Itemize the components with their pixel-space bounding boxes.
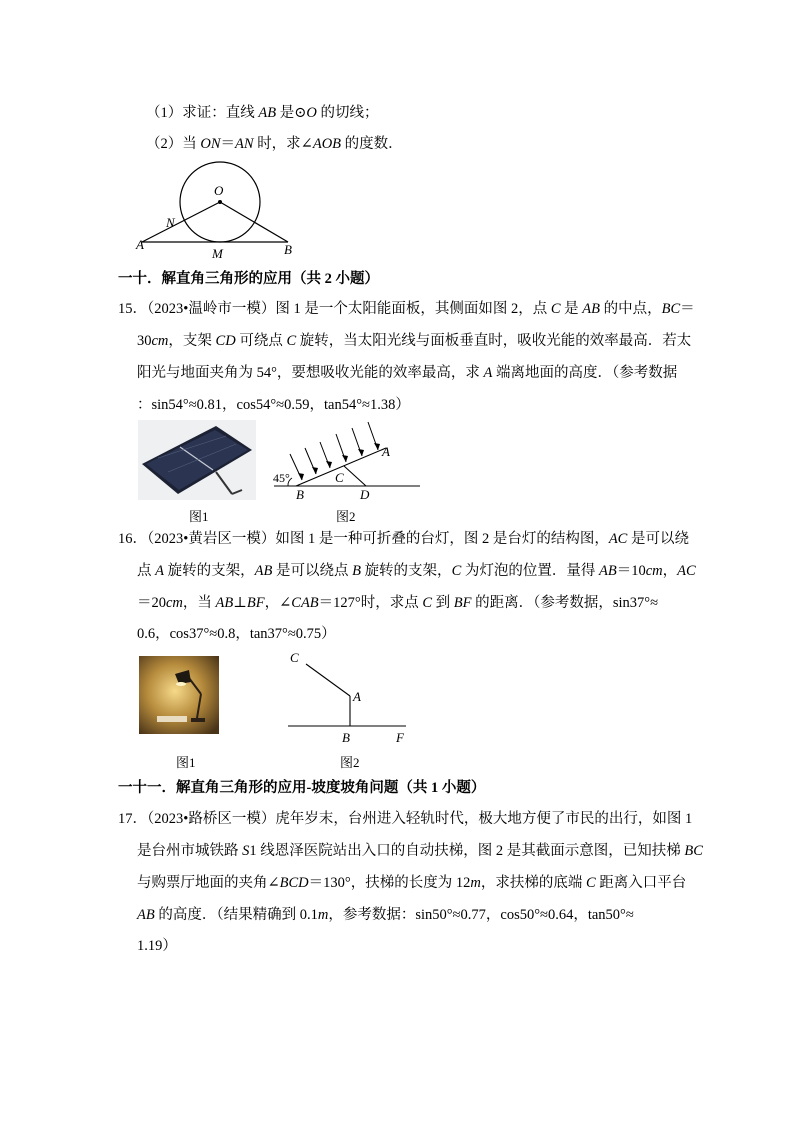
- q15-line4: ：sin54°≈0.81，cos54°≈0.59，tan54°≈1.38）: [137, 397, 410, 413]
- text: ，∠: [264, 595, 292, 611]
- text: 旋转的支架，: [360, 563, 452, 579]
- q16-line2: [137, 562, 696, 580]
- q15-fig2-caption: 图2: [336, 509, 356, 524]
- text: 时，求∠: [253, 136, 313, 152]
- sun-rays: [290, 422, 378, 480]
- q17-line1: 17．（2023•路桥区一模）虎年岁末，台州进入轻轨时代，极大地方便了市民的出行，如图 1: [118, 811, 693, 827]
- text: 到: [432, 595, 454, 611]
- text: ⊥: [233, 595, 247, 611]
- q17-line3: [137, 874, 686, 892]
- label-m: M: [212, 246, 223, 260]
- math-var: C: [550, 301, 561, 317]
- math-var: cm: [166, 595, 183, 611]
- text: 是: [560, 301, 583, 317]
- math-var: AB: [215, 595, 234, 611]
- text: 是⊙: [276, 105, 307, 121]
- math-var: AOB: [312, 136, 342, 152]
- math-var: B: [352, 563, 361, 579]
- text: 16．（2023•黄岩区一模）如图 1 是一种可折叠的台灯，图 2 是台灯的结构图，: [118, 531, 609, 547]
- text: ，支架: [168, 333, 216, 349]
- text: ，: [662, 563, 678, 579]
- math-var: ON: [200, 136, 221, 152]
- label-angle: 45°: [273, 471, 290, 485]
- text: 15．（2023•温岭市一模）图 1 是一个太阳能面板，其侧面如图 2，点: [118, 301, 551, 317]
- text: 可绕点: [235, 333, 287, 349]
- text: 是可以绕点: [272, 563, 353, 579]
- text: 旋转，当太阳光线与面板垂直时，吸收光能的效率最高．若太: [296, 333, 692, 349]
- math-var: C: [422, 595, 433, 611]
- label-c: C: [335, 470, 344, 485]
- text: ，求扶梯的底端: [480, 875, 586, 891]
- q14-part1: [146, 104, 378, 122]
- math-var: cm: [151, 333, 169, 349]
- label-b: B: [342, 730, 350, 745]
- math-var: AB: [137, 907, 155, 923]
- math-var: A: [155, 563, 164, 579]
- text: ＝: [680, 301, 695, 317]
- label-a: A: [382, 444, 390, 459]
- support-ac: [306, 664, 350, 696]
- q16-line4: 0.6，cos37°≈0.8，tan37°≈0.75）: [137, 626, 336, 642]
- q14-circle-figure: [130, 160, 310, 260]
- math-var: AB: [258, 105, 277, 121]
- math-var: cm: [645, 563, 663, 579]
- q15-line1: [118, 300, 695, 318]
- text: 是台州市城铁路: [137, 843, 243, 859]
- text: ，当: [182, 595, 216, 611]
- math-var: AC: [677, 563, 696, 579]
- q17-line2: [137, 842, 703, 860]
- text: （1）求证：直线: [146, 105, 259, 121]
- math-var: BC: [684, 843, 703, 859]
- text: 30: [137, 333, 152, 349]
- text: ＝10: [616, 563, 646, 579]
- text: 旋转的支架，: [163, 563, 255, 579]
- math-var: AB: [598, 563, 617, 579]
- text: 的高度．（结果精确到 0.1: [154, 907, 318, 923]
- q16-fig1-caption: 图1: [176, 755, 196, 770]
- support-cd: [344, 466, 366, 486]
- q15-line3: [137, 364, 677, 382]
- text: ＝127°时，求点: [318, 595, 423, 611]
- math-var: C: [286, 333, 297, 349]
- text: 的距离．（参考数据，sin37°≈: [471, 595, 659, 611]
- text: ＝130°，扶梯的长度为 12: [308, 875, 471, 891]
- q15-fig1-caption: 图1: [189, 509, 209, 524]
- math-var: A: [483, 365, 493, 381]
- q16-line3: [137, 594, 658, 612]
- text: ＝: [220, 136, 236, 152]
- q15-panel-diagram: [270, 420, 422, 504]
- math-var: BC: [661, 301, 681, 317]
- q14-part2: [146, 135, 403, 153]
- text: 距离入口平台: [595, 875, 687, 891]
- text: 为灯泡的位置．量得: [461, 563, 599, 579]
- text: 的度数．: [341, 136, 403, 152]
- math-var: CAB: [291, 595, 319, 611]
- q16-fig2-caption: 图2: [340, 755, 360, 770]
- math-var: BCD: [279, 875, 309, 891]
- q17-line4: [137, 906, 634, 924]
- label-f: F: [396, 730, 404, 745]
- math-var: BF: [246, 595, 265, 611]
- text: 1 线恩泽医院站出入口的自动扶梯，图 2 是其截面示意图，已知扶梯: [249, 843, 685, 859]
- label-b: B: [284, 242, 292, 257]
- math-var: BF: [453, 595, 472, 611]
- q15-solar-panel-photo: [138, 420, 256, 500]
- label-d: D: [360, 487, 370, 502]
- text: ＝20: [137, 595, 166, 611]
- text: ，参考数据：sin50°≈0.77，cos50°≈0.64，tan50°≈: [328, 907, 634, 923]
- section-10-title: 一十．解直角三角形的应用（共 2 小题）: [118, 271, 379, 287]
- q16-lamp-diagram: [284, 648, 410, 748]
- q15-line2: [137, 332, 691, 350]
- text: 与购票厅地面的夹角∠: [137, 875, 280, 891]
- label-a: A: [136, 237, 144, 252]
- math-var: m: [317, 907, 329, 923]
- label-a: A: [353, 689, 361, 704]
- text: （2）当: [146, 136, 201, 152]
- label-o: O: [214, 183, 224, 198]
- math-var: AB: [582, 301, 600, 317]
- math-var: AC: [608, 531, 628, 547]
- math-var: O: [306, 105, 317, 121]
- text: 端离地面的高度．（参考数据: [492, 365, 678, 381]
- math-var: AB: [254, 563, 273, 579]
- math-var: AN: [235, 136, 254, 152]
- math-var: C: [451, 563, 462, 579]
- text: 点: [137, 563, 156, 579]
- math-var: S: [242, 843, 250, 859]
- section-11-title: 一十一．解直角三角形的应用-坡度坡角问题（共 1 小题）: [118, 780, 486, 796]
- math-var: C: [585, 875, 596, 891]
- label-b: B: [296, 487, 304, 502]
- label-c: C: [290, 650, 299, 665]
- text: 的中点，: [599, 301, 662, 317]
- q16-line1: [118, 530, 689, 548]
- math-var: CD: [215, 333, 236, 349]
- q17-line5: 1.19）: [137, 938, 177, 954]
- q16-lamp-photo: [139, 656, 219, 734]
- text: 是可以绕: [627, 531, 689, 547]
- segment-ob: [220, 202, 288, 242]
- label-n: N: [166, 215, 175, 230]
- text: 的切线；: [316, 105, 379, 121]
- text: 阳光与地面夹角为 54°，要想吸收光能的效率最高，求: [137, 365, 484, 381]
- math-var: m: [470, 875, 481, 891]
